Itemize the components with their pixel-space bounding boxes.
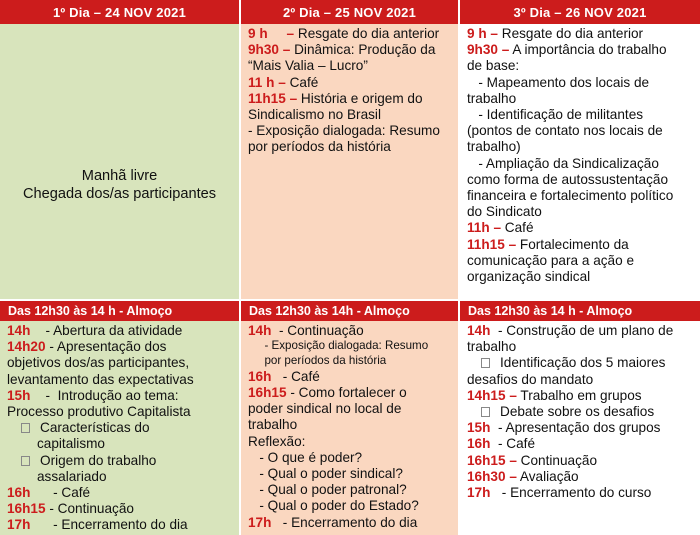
activity-text: - Continuação (271, 323, 364, 338)
schedule-line (248, 482, 452, 498)
schedule-line (248, 323, 452, 339)
schedule-line (7, 404, 233, 420)
schedule-line (467, 253, 694, 269)
activity-text: (pontos de contato nos locais de (467, 123, 663, 139)
activity-text: desafios do mandato (467, 371, 594, 387)
activity-text: - Apresentação dos grupos (490, 420, 661, 436)
schedule-line (248, 417, 452, 433)
activity-text: Dinâmica: Produção da (290, 42, 436, 58)
activity-text: - Encerramento do curso (490, 485, 652, 501)
schedule-line (467, 420, 694, 436)
checkbox-bullet-icon (481, 407, 490, 417)
schedule-line (248, 75, 452, 91)
activity-text: - Construção de um plano de (490, 323, 674, 338)
activity-text: trabalho (467, 90, 517, 106)
activity-text: capitalismo (37, 436, 105, 452)
time-label: 14h (248, 323, 272, 338)
activity-text: financeira e fortalecimento político (467, 188, 674, 204)
activity-text: - Café (490, 436, 536, 452)
schedule-line (248, 339, 452, 354)
schedule-line (7, 388, 233, 404)
activity-text: Avaliação (516, 468, 579, 484)
schedule-line (467, 107, 694, 123)
time-label: 11h – (467, 220, 502, 236)
activity-text: Resgate do dia anterior (294, 26, 440, 41)
schedule-line (7, 453, 233, 469)
day1-morning-cell (0, 24, 239, 299)
schedule-line (248, 107, 452, 123)
time-label: 15h (467, 420, 491, 436)
schedule-line (467, 469, 694, 485)
activity-text: - Como fortalecer o (286, 385, 407, 400)
schedule-line (467, 26, 694, 42)
schedule-line (248, 466, 452, 482)
activity-text: - Qual o poder sindical? (248, 466, 403, 482)
schedule-line (467, 436, 694, 452)
activity-text: - Abertura da atividade (30, 323, 183, 338)
activity-text: levantamento das expectativas (7, 371, 194, 387)
day1-afternoon-cell (0, 321, 239, 535)
activity-text: Café (285, 74, 319, 90)
day3-afternoon-cell (460, 321, 700, 535)
time-label: 16h30 – (467, 468, 517, 484)
schedule-line (7, 323, 233, 339)
time-label: 11h15 – (248, 90, 298, 106)
day1-lunch-header: Das 12h30 às 14 h - Almoço (0, 301, 239, 321)
schedule-line (7, 420, 233, 436)
time-label: 14h20 (7, 339, 46, 355)
activity-text: - Encerramento do dia (271, 514, 418, 530)
schedule-line (7, 436, 233, 452)
activity-text: - Apresentação dos (45, 339, 167, 355)
day3-lunch-header: Das 12h30 às 14 h - Almoço (460, 301, 700, 321)
time-label: 17h (467, 485, 491, 501)
schedule-line (467, 123, 694, 139)
activity-text: “Mais Valia – Lucro” (248, 58, 368, 74)
activity-text: Fortalecimento da (516, 236, 629, 252)
schedule-line (467, 156, 694, 172)
activity-text: trabalho (248, 417, 298, 433)
schedule-line (467, 453, 694, 469)
schedule-line (248, 369, 452, 385)
activity-text: Trabalho em grupos (516, 387, 642, 403)
schedule-line (7, 355, 233, 371)
activity-text: Características do (40, 420, 150, 436)
time-label: 16h15 – (467, 452, 517, 468)
schedule-line (467, 388, 694, 404)
activity-text: - Qual o poder patronal? (248, 482, 407, 498)
activity-text: - Identificação de militantes (467, 107, 644, 123)
activity-text: comunicação para a ação e (467, 252, 635, 268)
time-label: 9 h – (248, 26, 295, 41)
time-label: 15h (7, 387, 31, 403)
schedule-line (248, 139, 452, 155)
activity-text: como forma de autossustentação (467, 171, 668, 187)
schedule-line (7, 517, 233, 533)
activity-text: por períodos da história (248, 139, 391, 155)
schedule-line (467, 91, 694, 107)
time-label: 9 h – (467, 26, 498, 41)
schedule-line (248, 401, 452, 417)
checkbox-bullet-icon (21, 456, 30, 466)
activity-text: trabalho) (467, 139, 521, 155)
activity-text: Debate sobre os desafios (500, 404, 655, 420)
time-label: 9h30 – (467, 42, 510, 58)
day2-morning-cell (241, 24, 458, 299)
activity-text: objetivos dos/as participantes, (7, 355, 190, 371)
schedule-line (467, 355, 694, 371)
time-label: 16h (248, 368, 272, 384)
day2-header: 2º Dia – 25 NOV 2021 (241, 0, 458, 24)
activity-text: - Mapeamento dos locais de (467, 74, 650, 90)
day2-afternoon-cell (241, 321, 458, 535)
activity-text: Identificação dos 5 maiores (500, 355, 666, 371)
activity-text: Café (501, 220, 534, 236)
activity-text: organização sindical (467, 269, 591, 285)
schedule-line (467, 269, 694, 285)
activity-text: - Continuação (45, 501, 134, 517)
schedule-line (248, 450, 452, 466)
schedule-line (467, 339, 694, 355)
time-label: 16h (467, 436, 491, 452)
day1-header: 1º Dia – 24 NOV 2021 (0, 0, 239, 24)
schedule-line (248, 91, 452, 107)
schedule-line (467, 323, 694, 339)
schedule-line (248, 354, 452, 369)
schedule-line (7, 469, 233, 485)
time-label: 16h15 (248, 385, 287, 400)
activity-text: - O que é poder? (248, 449, 363, 465)
time-label: 9h30 – (248, 42, 291, 58)
schedule-line (467, 372, 694, 388)
activity-text: História e origem do (297, 90, 423, 106)
checkbox-bullet-icon (481, 358, 490, 368)
activity-text: A importância do trabalho (509, 42, 667, 58)
schedule-line (467, 139, 694, 155)
schedule-line (467, 220, 694, 236)
schedule-line (7, 372, 233, 388)
activity-text: de base: (467, 58, 520, 74)
time-label: 11 h – (248, 74, 286, 90)
schedule-line (248, 515, 452, 531)
activity-text: do Sindicato (467, 204, 542, 220)
schedule-line (467, 172, 694, 188)
activity-text: - Exposição dialogada: Resumo (258, 339, 429, 353)
activity-text: Sindicalismo no Brasil (248, 107, 381, 123)
day3-header: 3º Dia – 26 NOV 2021 (460, 0, 700, 24)
time-label: 17h (248, 514, 272, 530)
activity-text: - Introdução ao tema: (30, 387, 179, 403)
activity-text: assalariado (37, 468, 107, 484)
time-label: 16h (7, 485, 31, 501)
schedule-line (467, 485, 694, 501)
schedule-line (248, 498, 452, 514)
activity-text: Resgate do dia anterior (497, 26, 644, 41)
schedule-line (248, 434, 452, 450)
checkbox-bullet-icon (21, 423, 30, 433)
schedule-line (467, 42, 694, 58)
schedule-line (467, 58, 694, 74)
time-label: 14h (7, 323, 31, 338)
day2-lunch-header: Das 12h30 às 14h - Almoço (241, 301, 458, 321)
schedule-line (467, 75, 694, 91)
activity-text: - Encerramento do dia (30, 517, 188, 533)
activity-text: - Ampliação da Sindicalização (467, 155, 659, 171)
activity-text: Reflexão: (248, 433, 306, 449)
schedule-line (467, 188, 694, 204)
time-label: 14h (467, 323, 491, 338)
schedule-line (467, 204, 694, 220)
day1-morning-line: Chegada dos/as participantes (22, 186, 217, 202)
activity-text: - Café (271, 368, 320, 384)
time-label: 11h15 – (467, 236, 517, 252)
schedule-line (7, 339, 233, 355)
activity-text: Continuação (516, 452, 597, 468)
activity-text: poder sindical no local de (248, 401, 402, 417)
activity-text: Processo produtivo Capitalista (7, 404, 191, 420)
schedule-line (248, 385, 452, 401)
activity-text: trabalho (467, 339, 517, 355)
schedule-line (467, 237, 694, 253)
time-label: 17h (7, 517, 31, 533)
day3-morning-cell (460, 24, 700, 299)
activity-text: por períodos da história (258, 354, 387, 367)
activity-text: - Exposição dialogada: Resumo (248, 123, 440, 139)
activity-text: - Qual o poder do Estado? (248, 498, 419, 514)
time-label: 16h15 (7, 501, 46, 517)
schedule-line (248, 26, 452, 42)
activity-text: - Café (30, 485, 91, 501)
activity-text: Origem do trabalho (40, 452, 157, 468)
schedule-line (467, 404, 694, 420)
schedule-line (7, 501, 233, 517)
day1-morning-line: Manhã livre (81, 168, 158, 184)
schedule-line (248, 58, 452, 74)
time-label: 14h15 – (467, 387, 517, 403)
schedule-line (248, 123, 452, 139)
schedule-line (7, 485, 233, 501)
schedule-line (248, 42, 452, 58)
